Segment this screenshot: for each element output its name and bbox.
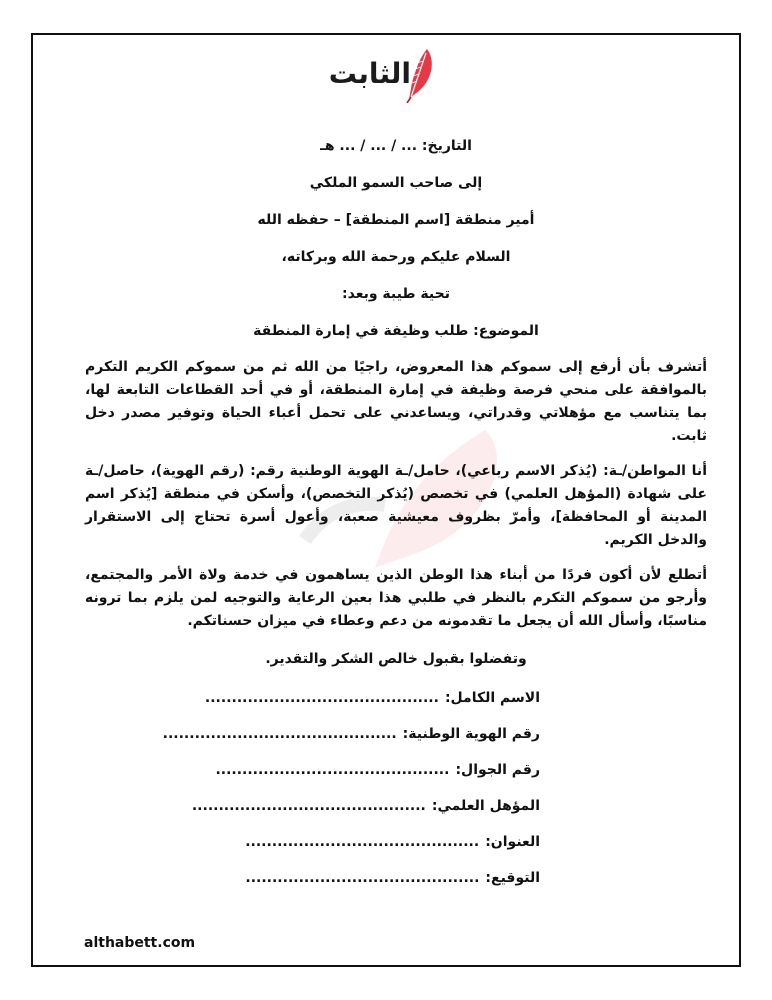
field-address [200,834,540,870]
field-label: رقم الجوال: [455,762,540,778]
feather-quill-icon [401,47,435,103]
fill-in-line: ............................................ [204,690,439,706]
fill-in-line: ............................................ [245,834,480,850]
recipient-line: إلى صاحب السمو الملكي [309,175,483,191]
prince-line: أمير منطقة [اسم المنطقة] – حفظه الله [257,212,535,228]
fill-in-line: ............................................ [215,762,450,778]
field-national-id [162,726,540,762]
greeting-line: السلام عليكم ورحمة الله وبركاته، [281,249,511,265]
date-line: التاريخ: ... / ... / ... هـ [320,138,472,154]
applicant-fields [162,690,540,906]
paragraph-request: أتشرف بأن أرفع إلى سموكم هذا المعروض، راجيًا من الله ثم من سموكم الكريم التكرم بالموافقة على منحي فرصة وظيفة في إمارة المنطقة، أو في أحد القطاعات التابعة لها، بما يتناسب مع مؤهلاتي وقدراتي، ويساعدني على تحمل أعباء الحياة وتوفير مصدر دخل ثابت. [85,359,707,444]
fill-in-line: ............................................ [245,870,480,886]
field-mobile [200,762,540,798]
closing-line: وتفضلوا بقبول خالص الشكر والتقدير. [265,651,527,667]
site-logo [328,47,443,105]
website-url: althabett.com [84,935,196,951]
logo-text: الثابت [328,57,411,90]
subject-line: الموضوع: طلب وظيفة في إمارة المنطقة [253,323,539,339]
field-label: الاسم الكامل: [444,690,540,706]
paragraph-personal-info: أنا المواطن/ـة: (يُذكر الاسم رباعي)، حامل/ـة الهوية الوطنية رقم: (رقم الهوية)، حاصل/ـة على شهادة (المؤهل العلمي) في تخصص (يُذكر التخصص)، وأسكن في منطقة [يُذكر اسم المدينة أو المحافظة]، وأمرّ بظروف معيشية صعبة، وأعول أسرة تحتاج إلى الاستقرار والدخل الكريم. [85,463,707,548]
fill-in-line: ............................................ [162,726,397,742]
field-signature [200,870,540,906]
field-label: التوقيع: [485,870,540,886]
fill-in-line: ............................................ [191,798,426,814]
field-qualification [191,798,540,834]
field-label: رقم الهوية الوطنية: [402,726,540,742]
salutation-line: تحية طيبة وبعد: [342,286,450,302]
field-full-name [200,690,540,726]
paragraph-aspiration: أتطلع لأن أكون فردًا من أبناء هذا الوطن الذين يساهمون في خدمة ولاة الأمر والمجتمع، وأرجو من سموكم التكرم بالنظر في طلبي هذا بعين الرعاية والتوجيه لمن يلزم بما ترونه مناسبًا، وأسأل الله أن يجعل ما تقدمونه من دعم وعطاء في ميزان حسناتكم. [85,567,707,629]
field-label: المؤهل العلمي: [431,798,540,814]
letter-body [85,132,707,674]
field-label: العنوان: [485,834,540,850]
